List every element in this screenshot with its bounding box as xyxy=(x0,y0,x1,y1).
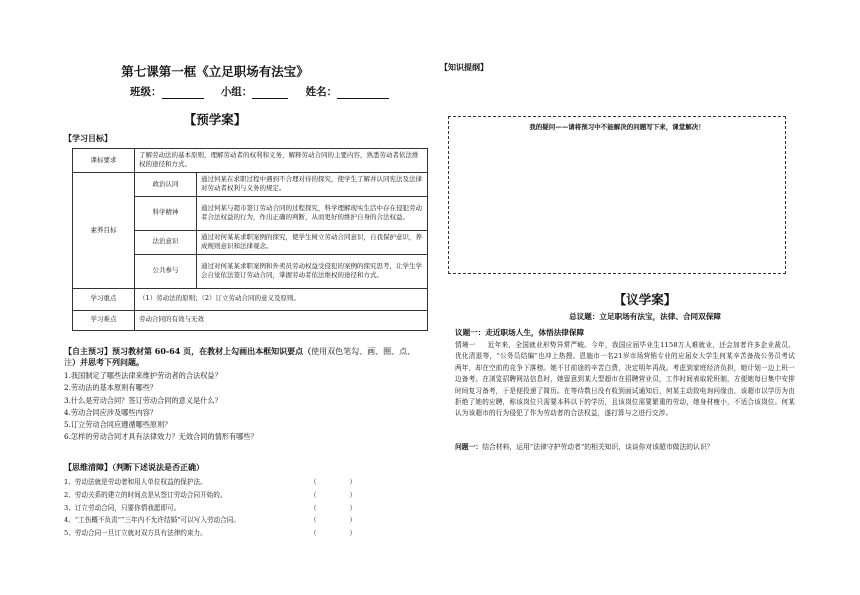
difficult-points-label: 学习难点 xyxy=(73,310,135,330)
self-study-instruction: 预习教材第 60-64 页，在教材上勾画出本框知识要点（ xyxy=(112,346,312,356)
question-label: 问题一： xyxy=(455,443,483,451)
class-label: 班级： xyxy=(130,86,162,98)
answer-blank[interactable]: （ ） xyxy=(310,503,357,512)
list-item: 6.怎样的劳动合同才具有法律效力？无效合同的情形有哪些？ xyxy=(64,432,258,442)
scenario-body: 近年来，全国就业形势异常严峻。今年，我国应届毕业生1158万人难就业，还会加者许多企业裁员、优化清退等，“公务员结编”也冲上热搜。恩施市一名21岁市场营销专业的应届女大学生何某辛苦备战公务员考试两年，却在空前的竞争下落榜。她不甘前途的辛苦白费，决定明年再战。考虑到家庭经济负担，她计划一边上班一边备考。在浏览招聘网站信息时，她留意到某大型超市在招聘营业员，工作时间表取轮班制，方便她每日集中安排时间复习备考，于是便投递了简历。在等待数日没有收到面试通知后，何某主动致电询问缘由，该超市以学历为由拒绝了她的应聘，称该岗位只需要本科以下的学历，且该岗位需要繁重的劳动，她身材瘦小，不适合该岗位。何某认为该超市的行为侵犯了作为劳动者的合法权益，遂打算与之进行交涉。 xyxy=(455,341,796,418)
list-item xyxy=(64,489,424,502)
doubt-box-title: 我的疑问——请将预习中不能解决的问题写下来，课堂解决！ xyxy=(529,123,705,131)
learning-goals-table xyxy=(72,148,428,331)
list-item xyxy=(64,502,424,515)
list-item: 4.劳动合同应涉及哪些内容？ xyxy=(64,407,158,417)
list-item xyxy=(64,527,424,540)
answer-blank[interactable]: （ ） xyxy=(310,529,357,538)
page-title: 第七课第一框《立足职场有法宝》 xyxy=(121,64,309,79)
scenario-label: 情境一 xyxy=(455,341,476,349)
table-row xyxy=(73,149,428,173)
list-item: 1.我国制定了哪些法律来维护劳动者的合法权益？ xyxy=(64,371,222,380)
question-text: 结合材料，运用“法律守护劳动者”的相关知识，谈谈你对该超市做法的认识？ xyxy=(482,443,714,451)
literacy-row-label: 政治认同 xyxy=(135,172,197,196)
literacy-row-text: 通过对何某某求职案例的探究，使学生树立劳动合同意识，自我保护意识，养成规则意识和法律观念。 xyxy=(197,230,428,254)
group-blank[interactable] xyxy=(252,98,288,99)
literacy-row-text: 通过对何某某求职案例和外卖员劳动权益受侵犯的案例的探究思考，让学生学会自觉依法签订劳动合同，掌握劳动者依法维权的途径和方式。 xyxy=(197,254,428,288)
judge-statement: 5、劳动合同一旦订立就对双方具有法律约束力。 xyxy=(64,529,207,538)
literacy-row-text: 通过何某在求职过程中遇到不合理对待的探究，使学生了解并认同宪法及法律对劳动者权利与义务的规定。 xyxy=(197,172,428,196)
judge-subheading: （判断下述说法是否正确） xyxy=(112,462,204,472)
name-label: 姓名： xyxy=(305,86,338,98)
literacy-row-text: 通过何某与超市签订劳动合同的过程探究，科学理解现实生活中存在侵犯劳动者合法权益的行为，作出正确的判断，从而更好的维护自身的合法权益。 xyxy=(197,196,428,230)
difficult-points-text: 劳动合同的有效与无效 xyxy=(135,310,428,330)
discuss-heading: 【议学案】 xyxy=(613,292,677,307)
topic-one: 议题一：走近职场人生，体悟法律保障 xyxy=(455,328,585,337)
group-label: 小组： xyxy=(220,86,253,98)
literacy-row-label: 公共参与 xyxy=(135,254,197,288)
table-row xyxy=(73,172,428,196)
curriculum-label: 课标要求 xyxy=(73,149,135,173)
self-study-instruction-note: 使用双色笔勾、画、圈、点、注 xyxy=(64,347,416,367)
answer-blank[interactable]: （ ） xyxy=(310,490,357,499)
judge-statement: 2、劳动关系的建立的时间点是从签订劳动合同开始的。 xyxy=(64,490,227,499)
judge-statement: 4、“工伤概不负责”“三年内不允许结婚”可以写入劳动合同。 xyxy=(64,516,240,525)
self-study-heading: 【自主预习】 xyxy=(64,346,112,356)
judge-list xyxy=(64,476,424,540)
self-study-instruction-end: ）并思考下列问题。 xyxy=(72,357,144,367)
list-item: 2.劳动法的基本原则有哪些？ xyxy=(64,383,158,393)
question-one xyxy=(455,441,795,451)
judge-statement: 1、劳动法就是劳动者和用人单位权益的保护法。 xyxy=(64,478,207,486)
scenario-text xyxy=(455,340,795,420)
general-topic: 总议题：立足职场有法宝，法律、合同双保障 xyxy=(569,312,721,321)
judge-heading: 【思维清障】 xyxy=(64,462,112,472)
list-item: 3.什么是劳动合同？签订劳动合同的意义是什么？ xyxy=(64,395,222,405)
table-row xyxy=(73,288,428,310)
key-points-label: 学习重点 xyxy=(73,288,135,310)
literacy-label: 素养目标 xyxy=(73,172,135,288)
key-points-text: （1）劳动法的原则；（2）订立劳动合同的意义及原则。 xyxy=(135,288,428,310)
answer-blank[interactable]: （ ） xyxy=(310,516,357,525)
answer-blank[interactable]: （ ） xyxy=(310,478,357,486)
list-item xyxy=(64,514,424,527)
doubt-box[interactable] xyxy=(448,116,786,274)
judge-heading-line xyxy=(64,462,204,473)
student-info-line xyxy=(130,84,389,99)
list-item: 5.订立劳动合同应遵循哪些原则？ xyxy=(64,420,172,430)
literacy-row-label: 法治意识 xyxy=(135,230,197,254)
list-item xyxy=(64,476,424,489)
knowledge-outline-heading: 【知识提纲】 xyxy=(440,62,488,72)
table-row xyxy=(73,310,428,330)
literacy-row-label: 科学精神 xyxy=(135,196,197,230)
judge-statement: 3、订立劳动合同，只要你情我愿即可。 xyxy=(64,503,181,512)
preview-questions xyxy=(64,370,424,444)
goals-heading: 【学习目标】 xyxy=(64,133,112,143)
class-blank[interactable] xyxy=(162,98,204,99)
name-blank[interactable] xyxy=(337,98,389,99)
curriculum-text: 了解劳动法的基本原则，理解劳动者的权利和义务，解释劳动合同的主要内容，熟悉劳动者依法维权的途径和方式。 xyxy=(135,149,428,173)
self-study-intro xyxy=(64,346,424,368)
preview-heading: 【预学案】 xyxy=(183,112,247,127)
